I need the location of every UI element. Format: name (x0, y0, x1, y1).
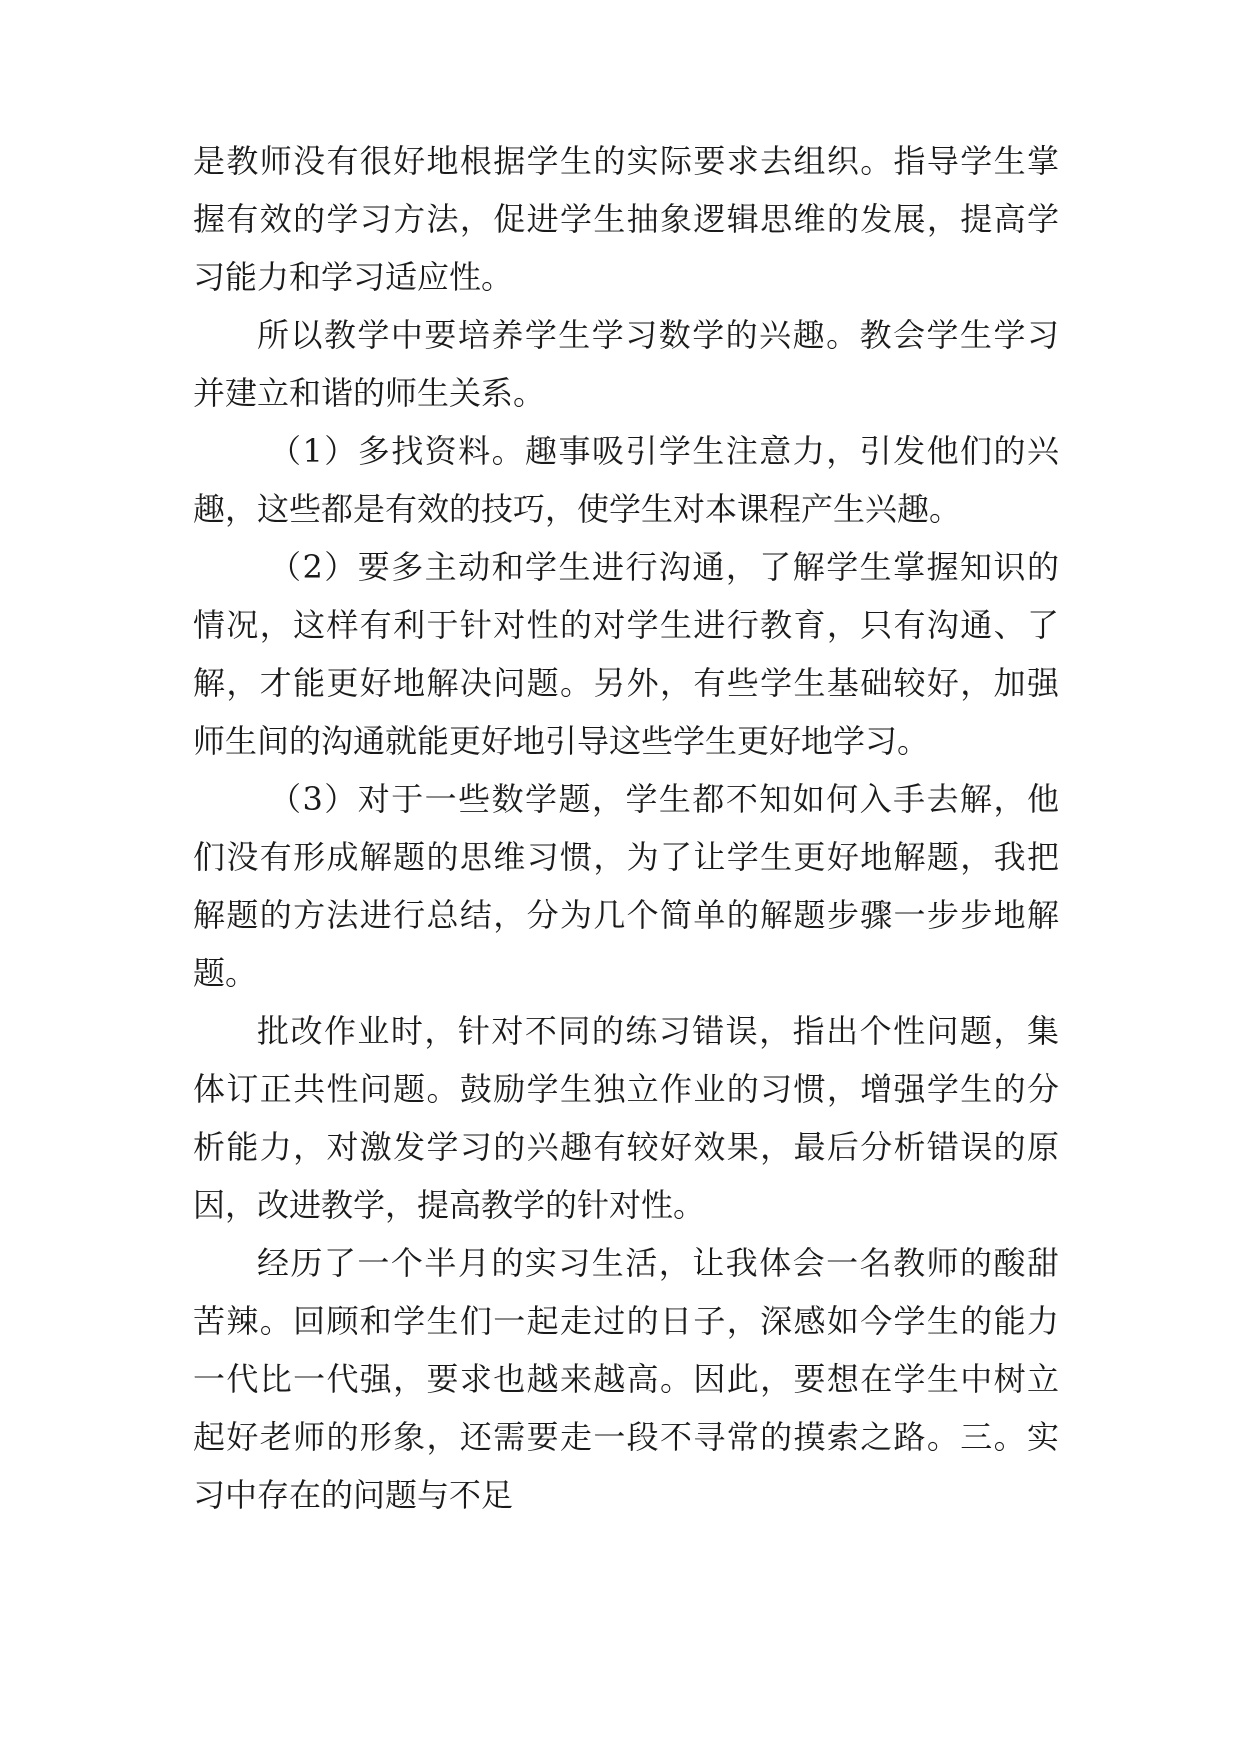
text-line: 趣，这些都是有效的技巧，使学生对本课程产生兴趣。 (193, 490, 962, 528)
text-line: 一代比一代强，要求也越来越高。因此，要想在学生中树立 (193, 1360, 1059, 1398)
text-line: 解，才能更好地解决问题。另外，有些学生基础较好，加强 (193, 664, 1059, 702)
text-line: （1）多找资料。趣事吸引学生注意力，引发他们的兴 (269, 432, 1059, 470)
text-line: 批改作业时，针对不同的练习错误，指出个性问题，集 (257, 1012, 1059, 1050)
text-line: 是教师没有很好地根据学生的实际要求去组织。指导学生掌 (193, 142, 1059, 180)
text-line: 握有效的学习方法，促进学生抽象逻辑思维的发展，提高学 (193, 200, 1059, 238)
text-line: 师生间的沟通就能更好地引导这些学生更好地学习。 (193, 722, 930, 760)
text-line: 习中存在的问题与不足 (193, 1476, 514, 1514)
text-line: （2）要多主动和学生进行沟通，了解学生掌握知识的 (269, 548, 1059, 586)
text-line: 题。 (193, 954, 258, 992)
text-line: 苦辣。回顾和学生们一起走过的日子，深感如今学生的能力 (193, 1302, 1059, 1340)
text-line: 习能力和学习适应性。 (193, 258, 514, 296)
text-line: 析能力，对激发学习的兴趣有较好效果，最后分析错误的原 (193, 1128, 1059, 1166)
text-line: 并建立和谐的师生关系。 (193, 374, 546, 412)
text-line: 所以教学中要培养学生学习数学的兴趣。教会学生学习 (257, 316, 1059, 354)
text-line: 体订正共性问题。鼓励学生独立作业的习惯，增强学生的分 (193, 1070, 1059, 1108)
text-line: （3）对于一些数学题，学生都不知如何入手去解，他 (269, 780, 1059, 818)
text-line: 经历了一个半月的实习生活，让我体会一名教师的酸甜 (257, 1244, 1059, 1282)
text-line: 们没有形成解题的思维习惯，为了让学生更好地解题，我把 (193, 838, 1059, 876)
text-line: 起好老师的形象，还需要走一段不寻常的摸索之路。三。实 (193, 1418, 1059, 1456)
text-line: 因，改进教学，提高教学的针对性。 (193, 1186, 706, 1224)
text-line: 解题的方法进行总结，分为几个简单的解题步骤一步步地解 (193, 896, 1059, 934)
text-line: 情况，这样有利于针对性的对学生进行教育，只有沟通、了 (193, 606, 1059, 644)
